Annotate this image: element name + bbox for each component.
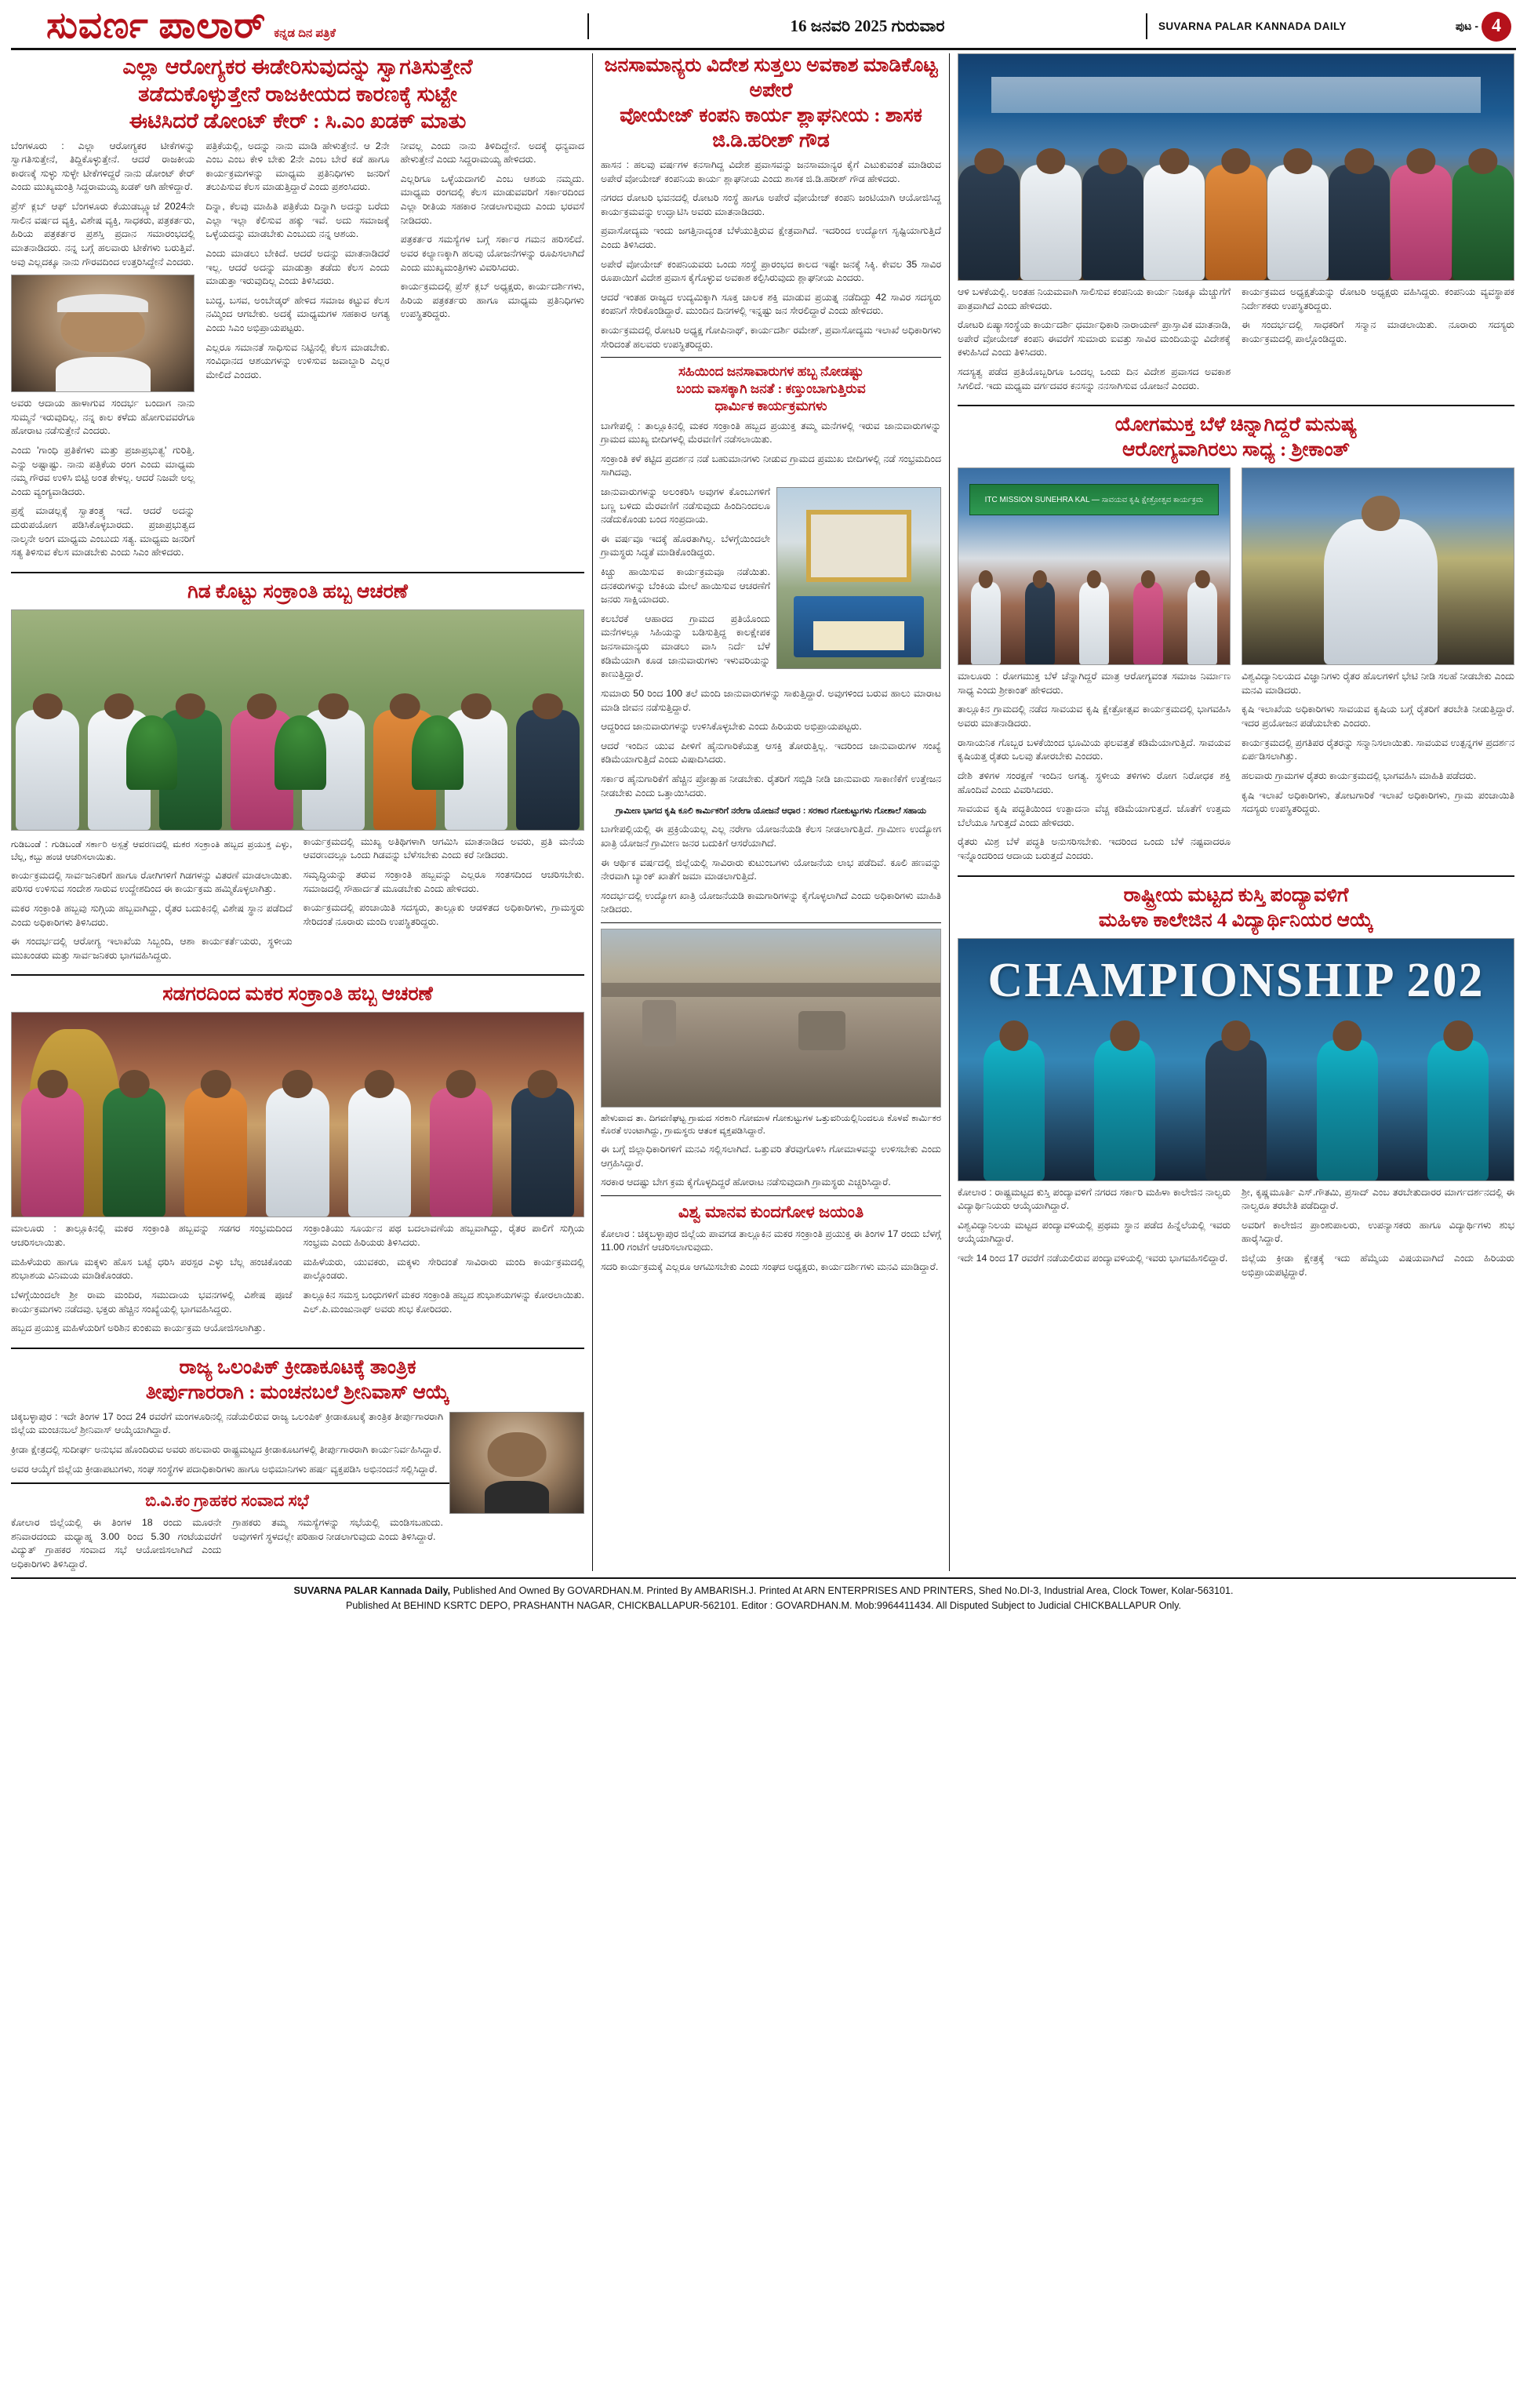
person [1020, 165, 1082, 280]
paragraph: ಎಂದು 'ಗಾಂಧಿ ಪ್ರತಿಕೆಗಳು ಮತ್ತು ಪ್ರಜಾಪ್ರಭುತ್ವ' ಗುರಿತ್ತಿ. ಎನ್ನು ಅಷ್ಟಾಷ್ಟು. ನಾನು ಪತ್ರಿಕೆಯ ರಂಗ ಎಂದು ಮಾಧ್ಯಮ ನಮ್ಮ ಗೌರವ ಉಳಿಸಿ ಬಿಟ್ಟಿ ಅಂತ ಕೇಳಲ್ಲ. ಆದರೆ ನಿಜವೇ ಅಲ್ಲ ಎಂದು ವ್ಯಂಗ್ಯವಾಡಿದರು. [11, 444, 195, 497]
village-gate-photo [776, 487, 941, 669]
divider [958, 875, 1514, 877]
photo-people [958, 149, 1514, 280]
lead-col-3 [401, 140, 584, 566]
paragraph: ಕಾರ್ಯಕ್ರಮದಲ್ಲಿ ಪ್ರೆಸ್ ಕ್ಲಬ್ ಅಧ್ಯಕ್ಷರು, ಕಾರ್ಯದರ್ಶಿಗಳು, ಹಿರಿಯ ಪತ್ರಕರ್ತರು ಹಾಗೂ ಮಾಧ್ಯಮ ಪ್ರತಿನಿಧಿಗಳು ಉಪಸ್ಥಿತರಿದ್ದರು. [400, 281, 584, 320]
divider [11, 1348, 584, 1349]
paragraph: ಕಾರ್ಯಕ್ರಮದ ಅಧ್ಯಕ್ಷತೆಯನ್ನು ರೋಟರಿ ಅಧ್ಯಕ್ಷರು ವಹಿಸಿದ್ದರು. ಕಂಪನಿಯ ವ್ಯವಸ್ಥಾಪಕ ನಿರ್ದೇಶಕರು ಉಪಸ್ಥಿತರಿದ್ದರು. [1242, 286, 1514, 311]
voyage-col-b [1242, 286, 1514, 398]
paragraph: ಕಲಬೆರಕೆ ಆಹಾರದ ಗ್ರಾಮದ ಪ್ರತಿಯೊಂದು ಮನೆಗಳಲ್ಲೂ ಸಿಹಿಯನ್ನು ಬಡಿಸುತ್ತಿದ್ದ ಕಾಲಕ್ಷೇಪಕ ಜನಸಾಮಾನ್ಯರು ಮಾಡಲು ವಾಸಿ ನಿರ್ದೆ ಬೆಳೆ ಕಡಿಮೆಯಾಗಿ ಕೂಡ ಜಾನುವಾರುಗಳು ಇಳುವರಿಯನ್ನು ಕಾಣುತ್ತಿದ್ದಾರೆ. [601, 613, 770, 680]
person [348, 1088, 411, 1217]
paragraph: ಪ್ರವಾಸೋದ್ಯಮ ಇಂದು ಜಗತ್ತಿನಾದ್ಯಂತ ಬೆಳೆಯುತ್ತಿರುವ ಕ್ಷೇತ್ರವಾಗಿದೆ. ಇದರಿಂದ ಉದ್ಯೋಗ ಸೃಷ್ಟಿಯಾಗುತ್ತಿದೆ ಎಂದು ತಿಳಿಸಿದರು. [601, 225, 941, 251]
person [1329, 165, 1390, 280]
plant-story-headline: ಗಿಡ ಕೊಟ್ಟು ಸಂಕ್ರಾಂತಿ ಹಬ್ಬ ಆಚರಣೆ [187, 580, 408, 602]
newspaper-tagline: ಕನ್ನಡ ದಿನ ಪತ್ರಿಕೆ [274, 26, 336, 40]
paragraph: ಜಾನುವಾರುಗಳನ್ನು ಅಲಂಕರಿಸಿ ಅವುಗಳ ಕೊಂಬುಗಳಿಗೆ ಬಣ್ಣ ಬಳಿದು ಮೆರವಣಿಗೆ ನಡೆಸುವುದು ಹಿಂದಿನಿಂದಲೂ ನಡೆದುಕೊಂಡು ಬಂದ ಸಂಪ್ರದಾಯ. [601, 486, 770, 526]
photo-caption: ಹೇಳುವಾದ ತಾ. ದಿಗವಣಿಘಟ್ಟ ಗ್ರಾಮದ ಸರಕಾರಿ ಗೋಮಾಳ ಗೋಕುಟ್ಟುಗಳ ಒತ್ತುವರಿಯಲ್ಲಿನಿಂದಲೂ ಕೊಳವೆ ಕಾರ್ಮಿಕರ ಕೊರತೆ ಉಂಟಾಗಿದ್ದು, ಗ್ರಾಮಸ್ಥರು ಆತಂಕ ವ್ಯಕ್ತಪಡಿಸಿದ್ದಾರೆ. [601, 1113, 941, 1136]
kusti-col-1 [958, 1186, 1231, 1286]
paragraph: ಅಪೇರೆ ವೋಯೇಜ್ ಕಂಪನಿಯವರು ಒಂದು ಸಂಸ್ಥೆ ಪ್ರಾರಂಭದ ಕಾಲದ ಇಷ್ಟೇ ಜನಕ್ಕೆ ಸಿಕ್ಕಿ. ಕೇವಲ 35 ಸಾವಿರ ರೂಪಾಯಿಗೆ ವಿದೇಶ ಪ್ರವಾಸ ಕೈಗೊಳ್ಳುವ ಅವಕಾಶ ಕಲ್ಪಿಸಿರುವುದು ಶ್ಲಾಘನೀಯ ಎಂದರು. [601, 258, 941, 284]
paragraph: ಚಿಕ್ಕಬಳ್ಳಾಪುರ : ಇದೇ ತಿಂಗಳ 17 ರಿಂದ 24 ರವರೆಗೆ ಮಂಗಳೂರಿನಲ್ಲಿ ನಡೆಯಲಿರುವ ರಾಜ್ಯ ಒಲಂಪಿಕ್ ಕ್ರೀಡಾಕೂಟಕ್ಕೆ ತಾಂತ್ರಿಕ ತೀರ್ಪುಗಾರರಾಗಿ ಜಿಲ್ಲೆಯ ಮಂಚನಬಲೆ ಶ್ರೀನಿವಾಸ್ ಆಯ್ಕೆಯಾಗಿದ್ದಾರೆ. [11, 1410, 443, 1436]
paragraph: ಬೆಂಗಳೂರು : ಎಲ್ಲಾ ಆರೋಗ್ಯಕರ ಟೀಕೆಗಳನ್ನು ಸ್ವಾಗತಿಸುತ್ತೇನೆ, ತಿದ್ದಿಕೊಳ್ಳುತ್ತೇನೆ. ಆದರೆ ರಾಜಕೀಯ ಕಾರಣಕ್ಕೆ ಸುಳ್ಳು ಸುಳ್ಳೇ ಟೀಕೆಗಳಿದ್ದರೆ ನಾನು ಡೋಂಟ್ ಕೇರ್ ಎಂದು ಮುಖ್ಯಮಂತ್ರಿ ಸಿದ್ದರಾಮಯ್ಯ ಖಡಕ್ ಆಗಿ ಹೇಳಿದ್ದಾರೆ. [11, 140, 195, 193]
plant-story-body [11, 835, 584, 969]
bvm-headline: ಬಿ.ವಿ.ಕಂ ಗ್ರಾಹಕರ ಸಂವಾದ ಸಭೆ [145, 1491, 309, 1511]
paragraph: ಸರ್ಕಾರ ಹೈನುಗಾರಿಕೆಗೆ ಹೆಚ್ಚಿನ ಪ್ರೋತ್ಸಾಹ ನೀಡಬೇಕು. ರೈತರಿಗೆ ಸಬ್ಸಿಡಿ ನೀಡಿ ಜಾನುವಾರು ಸಾಕಾಣಿಕೆಗೆ ಉತ್ತೇಜನ ನೀಡಬೇಕು ಎಂದು ಒತ್ತಾಯಿಸಿದರು. [601, 773, 941, 798]
divider [11, 974, 584, 976]
paragraph: ಕಾರ್ಯಕ್ರಮದಲ್ಲಿ ರೋಟರಿ ಅಧ್ಯಕ್ಷ ಗೋಪಿನಾಥ್, ಕಾರ್ಯದರ್ಶಿ ರಮೇಶ್, ಪ್ರವಾಸೋದ್ಯಮ ಇಲಾಖೆ ಅಧಿಕಾರಿಗಳು ಸೇರಿದಂತೆ ಹಲವರು ಉಪಸ್ಥಿತರಿದ್ದರು. [601, 325, 941, 350]
paragraph: ಮಹಿಳೆಯರು, ಯುವಕರು, ಮಕ್ಕಳು ಸೇರಿದಂತೆ ಸಾವಿರಾರು ಮಂದಿ ಕಾರ್ಯಕ್ರಮದಲ್ಲಿ ಪಾಲ್ಗೊಂಡರು. [303, 1256, 584, 1282]
photo-content [450, 1413, 584, 1513]
plant-distribution-photo [11, 609, 584, 831]
person [511, 1088, 574, 1217]
story-organic-farming [958, 413, 1514, 868]
person [16, 710, 78, 830]
organic-speaker-photo [1242, 467, 1514, 665]
paragraph: ಗ್ರಾಹಕರು ತಮ್ಮ ಸಮಸ್ಯೆಗಳನ್ನು ಸಭೆಯಲ್ಲಿ ಮಂಡಿಸಬಹುದು. ಅವುಗಳಿಗೆ ಸ್ಥಳದಲ್ಲೇ ಪರಿಹಾರ ನೀಡಲಾಗುವುದು ಎಂದು ತಿಳಿಸಿದ್ದಾರೆ. [232, 1517, 443, 1542]
cattle-headline-line3: ಧಾರ್ಮಿಕ ಕಾರ್ಯಕ್ರಮಗಳು [714, 398, 827, 413]
paragraph: ಆಳಿ ಬಳಕೆಯಲ್ಲಿ. ಅಂತಹ ನಿಯಮವಾಗಿ ಸಾಲಿಸುವ ಕಂಪನಿಯ ಕಾರ್ಯ ನಿಜಕ್ಕೂ ಮೆಚ್ಚುಗೆಗೆ ಪಾತ್ರವಾಗಿದೆ ಎಂದು ಹೇಳಿದರು. [958, 286, 1231, 311]
masthead-brand [11, 5, 587, 46]
lead-col-1 [11, 140, 195, 566]
person [1452, 165, 1514, 280]
lead-col-2 [205, 140, 389, 566]
paragraph: ಹಾಸನ : ಹಲವು ವರ್ಷಗಳ ಕನಸಾಗಿದ್ದ ವಿದೇಶ ಪ್ರವಾಸವನ್ನು ಜನಸಾಮಾನ್ಯರ ಕೈಗೆ ಎಟುಕುವಂತೆ ಮಾಡಿರುವ ಅಪೇರೆ ವೋಯೇಜ್ ಕಂಪನಿಯ ಕಾರ್ಯ ಶ್ಲಾಘನೀಯ ಎಂದು ಶಾಸಕ ಜಿ.ಡಿ.ಹರೀಶ್ ಗೌಡ ಹೇಳಿದರು. [601, 159, 941, 184]
divider [11, 572, 584, 573]
paragraph: ಅವರು ಆದಾಯ ಹಾಳಾಗುವ ಸಂದರ್ಭ ಬಂದಾಗ ನಾನು ಸುಮ್ಮನೆ ಇರುವುದಿಲ್ಲ. ನನ್ನ ಕಾಲ ಕಳೆದು ಹೋಗುವವರೆಗೂ ಹೋರಾಟ ನಡೆಸುತ್ತೇನೆ ಎಂದರು. [11, 398, 195, 437]
gomala-field-photo [601, 929, 941, 1108]
makara-celebration-photo [11, 1012, 584, 1217]
paragraph: ಈ ವರ್ಷವೂ ಇದಕ್ಕೆ ಹೊರತಾಗಿಲ್ಲ. ಬೆಳಗ್ಗೆಯಿಂದಲೇ ಗ್ರಾಮಸ್ಥರು ಸಿದ್ಧತೆ ಮಾಡಿಕೊಂಡಿದ್ದರು. [601, 533, 770, 558]
paragraph: ಶ್ರೀ, ಕೃಷ್ಣಮೂರ್ತಿ ಎಸ್.ಗೌತಮಿ, ಪ್ರಸಾದ್ ಎಂಬ ತರಬೇತುದಾರರ ಮಾರ್ಗದರ್ಶನದಲ್ಲಿ ಈ ನಾಲ್ವರೂ ತರಬೇತಿ ಪಡೆದಿದ್ದಾರೆ. [1242, 1186, 1514, 1212]
divider [601, 922, 941, 923]
story-vishwa-manava [601, 1202, 941, 1275]
story-wrestling-selection [958, 883, 1514, 1286]
paragraph: ರೈತರು ಮಿಶ್ರ ಬೆಳೆ ಪದ್ಧತಿ ಅನುಸರಿಸಬೇಕು. ಇದರಿಂದ ಒಂದು ಬೆಳೆ ನಷ್ಟವಾದರೂ ಇನ್ನೊಂದರಿಂದ ಆದಾಯ ಬರುತ್ತದೆ ಎಂದರು. [958, 836, 1231, 861]
paragraph: ಸಂಕ್ರಾಂತಿ ಕಳೆ ಕಟ್ಟಿದ ಪ್ರದರ್ಶನ ನಡೆ ಬಹುಮಾನಗಳು ನೀಡುವ ಗ್ರಾಮದ ಪ್ರಮುಖ ಬೀದಿಗಳಲ್ಲಿ ನಡೆ ಸಂಭ್ರಮದಿಂದ ಸಾಗಿದವು. [601, 453, 941, 478]
cattle-headline-line1: ಸಹಿಯಿಂದ ಜನಸಾವಾರುಗಳ ಹಬ್ಬ ನೋಡಷ್ಟು [678, 364, 863, 380]
organic-dais-photo [958, 467, 1231, 665]
story-plant-distribution [11, 580, 584, 969]
photo-content [777, 488, 940, 668]
paragraph: ದೇಶಿ ತಳಿಗಳ ಸಂರಕ್ಷಣೆ ಇಂದಿನ ಅಗತ್ಯ. ಸ್ಥಳೀಯ ತಳಿಗಳು ರೋಗ ನಿರೋಧಕ ಶಕ್ತಿ ಹೊಂದಿವೆ ಎಂದು ವಿವರಿಸಿದರು. [958, 769, 1231, 795]
person [1079, 582, 1109, 665]
paragraph: ಕಿಚ್ಚು ಹಾಯಿಸುವ ಕಾರ್ಯಕ್ರಮವೂ ನಡೆಯಿತು. ದನಕರುಗಳನ್ನು ಬೆಂಕಿಯ ಮೇಲೆ ಹಾಯಿಸುವ ಆಚರಣೆಗೆ ಜನರು ಸಾಕ್ಷಿಯಾದರು. [601, 566, 770, 606]
photo-content [602, 929, 940, 1107]
paragraph: ರಾಸಾಯನಿಕ ಗೊಬ್ಬರ ಬಳಕೆಯಿಂದ ಭೂಮಿಯ ಫಲವತ್ತತೆ ಕಡಿಮೆಯಾಗುತ್ತಿದೆ. ಸಾವಯವ ಕೃಷಿಯತ್ತ ರೈತರು ಒಲವು ತೋರಬೇಕು ಎಂದರು. [958, 737, 1231, 762]
organic-photo-group [958, 467, 1514, 665]
story-gomala-encroachment [601, 929, 941, 1190]
photo-content [12, 1013, 584, 1217]
kusti-headline-line1: ರಾಷ್ಟ್ರೀಯ ಮಟ್ಟದ ಕುಸ್ತಿ ಪಂದ್ಯಾವಳಿಗೆ [1123, 884, 1349, 906]
vishwa-headline: ವಿಶ್ವ ಮಾನವ ಕುಂದಗೋಳ ಜಯಂತಿ [678, 1202, 864, 1221]
paragraph: ಕೋಲಾರ : ರಾಷ್ಟ್ರಮಟ್ಟದ ಕುಸ್ತಿ ಪಂದ್ಯಾವಳಿಗೆ ನಗರದ ಸರ್ಕಾರಿ ಮಹಿಳಾ ಕಾಲೇಜಿನ ನಾಲ್ವರು ವಿದ್ಯಾರ್ಥಿನಿಯರು ಆಯ್ಕೆಯಾಗಿದ್ದಾರೆ. [958, 1186, 1231, 1212]
photo-people [12, 1070, 584, 1217]
plant-icon [412, 715, 464, 790]
paragraph: ಸಂಕ್ರಾಂತಿಯು ಸೂರ್ಯನ ಪಥ ಬದಲಾವಣೆಯ ಹಬ್ಬವಾಗಿದ್ದು, ರೈತರ ಪಾಲಿಗೆ ಸುಗ್ಗಿಯ ಸಂಭ್ರಮ ಎಂದು ಹಿರಿಯರು ತಿಳಿಸಿದರು. [303, 1223, 584, 1249]
paragraph: ಆದರೆ ಇಂದಿನ ಯುವ ಪೀಳಿಗೆ ಹೈನುಗಾರಿಕೆಯತ್ತ ಆಸಕ್ತಿ ತೋರುತ್ತಿಲ್ಲ. ಇದರಿಂದ ಜಾನುವಾರುಗಳ ಸಂಖ್ಯೆ ಕಡಿಮೆಯಾಗುತ್ತಿದೆ ಎಂದು ವಿಷಾದಿಸಿದರು. [601, 740, 941, 766]
kusti-col-2 [1242, 1186, 1514, 1286]
paragraph: ಈ ಸಂದರ್ಭದಲ್ಲಿ ಆರೋಗ್ಯ ಇಲಾಖೆಯ ಸಿಬ್ಬಂದಿ, ಆಶಾ ಕಾರ್ಯಕರ್ತೆಯರು, ಸ್ಥಳೀಯ ಮುಖಂಡರು ಮತ್ತು ಸಾರ್ವಜನಿಕರು ಭಾಗವಹಿಸಿದ್ದರು. [11, 936, 293, 961]
paragraph: ದಿನ್ನಾ, ಕೆಲವು ಮಾಹಿತಿ ಪತ್ರಿಕೆಯ ದಿನ್ನಾಗಿ ಅದನ್ನು ಬರೆದು ಎಲ್ಲಾ ಇಲ್ಲಾ ಕೆಲಿಸುವ ಹಕ್ಕು ಇವೆ. ಅದು ಸಮಾಜಕ್ಕೆ ಒಳ್ಳೆಯದನ್ನು ಮಾಡಬೇಕು ಎಂಬುದು ನನ್ನ ಆಶಯ. [205, 201, 390, 240]
paragraph: ಸುಮಾರು 50 ರಿಂದ 100 ತಲೆ ಮಂದಿ ಜಾನುವಾರುಗಳನ್ನು ಸಾಕುತ್ತಿದ್ದಾರೆ. ಅವುಗಳಿಂದ ಬರುವ ಹಾಲು ಮಾರಾಟ ಮಾಡಿ ಜೀವನ ನಡೆಸುತ್ತಿದ್ದಾರೆ. [601, 687, 941, 713]
plant-col-1 [11, 835, 293, 969]
paragraph: ತಾಲ್ಲೂಕಿನ ಸಮಸ್ತ ಬಂಧುಗಳಿಗೆ ಮಕರ ಸಂಕ್ರಾಂತಿ ಹಬ್ಬದ ಶುಭಾಶಯಗಳನ್ನು ಕೋರಲಾಯಿತು. ಎಲ್.ಪಿ.ಮಂಜುನಾಥ್ ಅವರು ಶುಭ ಕೋರಿದರು. [303, 1289, 584, 1315]
page-footer [11, 1577, 1516, 1613]
voyage-photo-block [958, 53, 1514, 398]
paragraph: ಪತ್ರಕರ್ತರ ಸಮಸ್ಯೆಗಳ ಬಗ್ಗೆ ಸರ್ಕಾರ ಗಮನ ಹರಿಸಲಿದೆ. ಅವರ ಕಲ್ಯಾಣಕ್ಕಾಗಿ ಹಲವು ಯೋಜನೆಗಳನ್ನು ರೂಪಿಸಲಾಗಿದೆ ಎಂದು ಮುಖ್ಯಮಂತ್ರಿಗಳು ವಿವರಿಸಿದರು. [400, 234, 584, 273]
story-voyage [601, 53, 941, 351]
paragraph: ಆದರೆ ಇಂತಹ ರಾಜ್ಯದ ಉದ್ಯಮಿಕ್ಕಾಗಿ ಸೂಕ್ತ ಚಾಲಕ ಶಕ್ತಿ ಮಾಡುವ ಪ್ರಯತ್ನ ನಡೆದಿದ್ದು 42 ಸಾವಿರ ಸದಸ್ಯರು ಕಂಪನಿಗೆ ಸೇರಿಕೊಂಡಿದ್ದಾರೆ. ಮುಂದಿನ ದಿನಗಳಲ್ಲಿ ಇನ್ನಷ್ಟು ಜನ ಸೇರಲಿದ್ದಾರೆ ಎಂದು ಹೇಳಿದರು. [601, 291, 941, 317]
paragraph: ಈ ಆರ್ಥಿಕ ವರ್ಷದಲ್ಲಿ ಜಿಲ್ಲೆಯಲ್ಲಿ ಸಾವಿರಾರು ಕುಟುಂಬಗಳು ಯೋಜನೆಯ ಲಾಭ ಪಡೆದಿವೆ. ಕೂಲಿ ಹಣವನ್ನು ನೇರವಾಗಿ ಬ್ಯಾಂಕ್ ಖಾತೆಗೆ ಜಮಾ ಮಾಡಲಾಗುತ್ತಿದೆ. [601, 857, 941, 882]
person [184, 1088, 247, 1217]
voyage-continuation [958, 286, 1514, 398]
paragraph: ಎಲ್ಲರೂ ಸಮಾನತೆ ಸಾಧಿಸುವ ನಿಟ್ಟಿನಲ್ಲಿ ಕೆಲಸ ಮಾಡಬೇಕು. ಸಂವಿಧಾನದ ಆಶಯಗಳನ್ನು ಉಳಿಸುವ ಜವಾಬ್ದಾರಿ ಎಲ್ಲರ ಮೇಲಿದೆ ಎಂದರು. [205, 341, 390, 380]
photo-caption: ಗುಡಿಬಂಡೆ : ಗುಡಿಬಂಡೆ ಸರ್ಕಾರಿ ಅಸ್ಪತ್ರೆ ಆವರಣದಲ್ಲಿ ಮಕರ ಸಂಕ್ರಾಂತಿ ಹಬ್ಬದ ಪ್ರಯುಕ್ತ ಎಳ್ಳು, ಬೆಲ್ಲ, ಕಬ್ಬು ಹಂಚಿ ಆಚರಿಸಲಾಯಿತು. [11, 838, 293, 862]
paragraph: ಪ್ರೆಸ್ ಕ್ಲಬ್ ಆಫ್ ಬೆಂಗಳೂರು ಕೆಯುಡಬ್ಲ್ಯೂಜೆ 2024ನೇ ಸಾಲಿನ ವರ್ಷದ ವ್ಯಕ್ತಿ, ವಿಶೇಷ ವ್ಯಕ್ತಿ, ಸಾಧಕರು, ಪತ್ರಕರ್ತರು, ಹಿರಿಯ ಪತ್ರಕರ್ತರ ಪ್ರಶಸ್ತಿ ಪ್ರದಾನ ಸಮಾರಂಭದಲ್ಲಿ ಮಾತನಾಡಿದರು. ನನ್ನ ಬಗ್ಗೆ ಹಲವಾರು ಟೀಕೆಗಳು ಬರುತ್ತಿವೆ. ಅವು ಎಲ್ಲದಕ್ಕೂ ನಾನು ಗೌರವದಿಂದ ಉತ್ತರಿಸಿದ್ದೇನೆ ಎಂದರು. [11, 201, 195, 267]
cm-portrait-photo [11, 275, 195, 392]
photo-content [958, 54, 1514, 280]
column-left [11, 53, 593, 1571]
speaker-figure [1324, 519, 1438, 664]
voyage-headline-line1: ಜನಸಾಮಾನ್ಯರು ವಿದೇಶ ಸುತ್ತಲು ಅವಕಾಶ ಮಾಡಿಕೊಟ್ಟ ಅಪೇರೆ [604, 55, 938, 101]
paragraph: ನೀವಲ್ಲ ಎಂದು ನಾನು ತಿಳಿದಿದ್ದೇನೆ. ಅದಕ್ಕೆ ಧನ್ಯವಾದ ಹೇಳುತ್ತೇನೆ ಎಂದು ಸಿದ್ದರಾಮಯ್ಯ ಹೇಳಿದರು. [400, 140, 584, 166]
paragraph: ಬಾಗೇಪಲ್ಲಿ : ತಾಲ್ಲೂಕಿನಲ್ಲಿ ಮಕರ ಸಂಕ್ರಾಂತಿ ಹಬ್ಬದ ಪ್ರಯುಕ್ತ ತಮ್ಮ ಮನೆಗಳಲ್ಲಿ ಇರುವ ಜಾನುವಾರುಗಳನ್ನು ಗ್ರಾಮದ ಮುಖ್ಯ ಬೀದಿಗಳಲ್ಲಿ ಮೆರವಣಿಗೆ ನಡೆಸಲಾಯಿತು. [601, 420, 941, 446]
newspaper-title: ಸುವರ್ಣ ಪಾಲಾರ್ [46, 5, 267, 46]
paragraph: ಜಿಲ್ಲೆಯ ಕ್ರೀಡಾ ಕ್ಷೇತ್ರಕ್ಕೆ ಇದು ಹೆಮ್ಮೆಯ ವಿಷಯವಾಗಿದೆ ಎಂದು ಹಿರಿಯರು ಅಭಿಪ್ರಾಯಪಟ್ಟಿದ್ದಾರೆ. [1242, 1253, 1514, 1278]
srinivas-portrait-photo [449, 1412, 584, 1514]
paragraph: ಇದೇ 14 ರಿಂದ 17 ರವರೆಗೆ ನಡೆಯಲಿರುವ ಪಂದ್ಯಾವಳಿಯಲ್ಲಿ ಇವರು ಭಾಗವಹಿಸಲಿದ್ದಾರೆ. [958, 1253, 1228, 1264]
paragraph: ತಾಲ್ಲೂಕಿನ ಗ್ರಾಮದಲ್ಲಿ ನಡೆದ ಸಾವಯವ ಕೃಷಿ ಕ್ಷೇತ್ರೋತ್ಸವ ಕಾರ್ಯಕ್ರಮದಲ್ಲಿ ಭಾಗವಹಿಸಿ ಅವರು ಮಾತನಾಡಿದರು. [958, 704, 1231, 729]
story-olympic-judge [11, 1355, 584, 1476]
plant-col-2 [304, 835, 585, 969]
makara-col-1 [11, 1222, 293, 1340]
paragraph: ವಿಶ್ವವಿದ್ಯಾನಿಲಯ ಮಟ್ಟದ ಪಂದ್ಯಾವಳಿಯಲ್ಲಿ ಪ್ರಥಮ ಸ್ಥಾನ ಪಡೆದ ಹಿನ್ನೆಲೆಯಲ್ಲಿ ಇವರು ಆಯ್ಕೆಯಾಗಿದ್ದಾರೆ. [958, 1219, 1231, 1245]
paragraph: ಕಾರ್ಯಕ್ರಮದಲ್ಲಿ ಸಾರ್ವಜನಿಕರಿಗೆ ಹಾಗೂ ರೋಗಿಗಳಿಗೆ ಗಿಡಗಳನ್ನು ವಿತರಣೆ ಮಾಡಲಾಯಿತು. ಪರಿಸರ ಉಳಿಸುವ ಸಂದೇಶ ಸಾರುವ ಉದ್ದೇಶದಿಂದ ಈ ಕಾರ್ಯಕ್ರಮ ಹಮ್ಮಿಕೊಳ್ಳಲಾಗಿತ್ತು. [11, 869, 293, 895]
masthead-date-block [587, 13, 1147, 39]
person [1427, 1040, 1489, 1180]
kusti-body [958, 1186, 1514, 1286]
person [103, 1088, 165, 1217]
person [516, 710, 579, 830]
championship-banner-text: CHAMPIONSHIP 202 [987, 954, 1485, 1008]
divider [601, 1195, 941, 1196]
paragraph: ಸಾವಯವ ಕೃಷಿ ಪದ್ಧತಿಯಿಂದ ಉತ್ಪಾದನಾ ವೆಚ್ಚ ಕಡಿಮೆಯಾಗುತ್ತದೆ. ಜೊತೆಗೆ ಉತ್ತಮ ಬೆಲೆಯೂ ಸಿಗುತ್ತದೆ ಎಂದು ಹೇಳಿದರು. [958, 803, 1231, 828]
voyage-col-a [958, 286, 1231, 398]
paragraph: ಕೃಷಿ ಇಲಾಖೆಯ ಅಧಿಕಾರಿಗಳು ಸಾವಯವ ಕೃಷಿಯ ಬಗ್ಗೆ ರೈತರಿಗೆ ತರಬೇತಿ ನೀಡುತ್ತಿದ್ದಾರೆ. ಇದರ ಪ್ರಯೋಜನ ಪಡೆಯಬೇಕು ಎಂದರು. [1242, 704, 1514, 729]
paragraph: ಈ ಬಗ್ಗೆ ಜಿಲ್ಲಾಧಿಕಾರಿಗಳಿಗೆ ಮನವಿ ಸಲ್ಲಿಸಲಾಗಿದೆ. ಒತ್ತುವರಿ ತೆರವುಗೊಳಿಸಿ ಗೋಮಾಳವನ್ನು ಉಳಿಸಬೇಕು ಎಂದು ಆಗ್ರಹಿಸಿದ್ದಾರೆ. [601, 1143, 941, 1169]
plant-icon [126, 715, 178, 790]
olympic-headline-line1: ರಾಜ್ಯ ಒಲಂಪಿಕ್ ಕ್ರೀಡಾಕೂಟಕ್ಕೆ ತಾಂತ್ರಿಕ [179, 1356, 416, 1378]
paragraph: ಪತ್ರಿಕೆಯಲ್ಲಿ, ಅದನ್ನು ನಾನು ಮಾಡಿ ಹೇಳುತ್ತೇನೆ. ಆ 2ನೇ ಎಂಬ ಎಂಬ ಕೇಳಿ ಬೇಕು 2ನೇ ಎಂಬ ಬೇರೆ ಕಡೆ ಹಾಗೂ ಕಾರ್ಯಕ್ರಮಗಳನ್ನು ಮಾಧ್ಯಮ ಪ್ರತಿನಿಧಿಗಳು ಜನರಿಗೆ ತಲುಪಿಸುವ ಕೆಲಸ ಮಾಡುತ್ತಿದ್ದಾರೆ ಎಂದು ಪ್ರಶಂಸಿದರು. [205, 140, 390, 193]
photo-content [12, 275, 194, 391]
masthead [11, 5, 1516, 50]
person [21, 1088, 84, 1217]
paragraph: ಬಾಗೇಪಲ್ಲಿಯಲ್ಲಿ ಈ ಪ್ರಕ್ರಿಯೆಯಲ್ಲ ಎಲ್ಲ ನರೇಗಾ ಯೋಜನೆಯಡಿ ಕೆಲಸ ನೀಡಲಾಗುತ್ತಿದೆ. ಗ್ರಾಮೀಣ ಉದ್ಯೋಗ ಖಾತ್ರಿ ಯೋಜನೆ ಗ್ರಾಮೀಣ ಜನರ ಬದುಕಿಗೆ ಆಸರೆಯಾಗಿದೆ. [601, 824, 941, 849]
footer-line-1 [11, 1584, 1516, 1599]
kusti-headline-line2: ಮಹಿಳಾ ಕಾಲೇಜಿನ 4 ವಿದ್ಯಾರ್ಥಿನಿಯರ ಆಯ್ಕೆ [1098, 909, 1374, 931]
paragraph: ಕೃಷಿ ಇಲಾಖೆ ಅಧಿಕಾರಿಗಳು, ತೋಟಗಾರಿಕೆ ಇಲಾಖೆ ಅಧಿಕಾರಿಗಳು, ಗ್ರಾಮ ಪಂಚಾಯಿತಿ ಸದಸ್ಯರು ಉಪಸ್ಥಿತರಿದ್ದರು. [1242, 789, 1514, 815]
photo-content [958, 939, 1514, 1180]
divider [601, 357, 941, 358]
person [1205, 1040, 1267, 1180]
organic-col-1 [958, 670, 1231, 868]
column-right [950, 53, 1514, 1571]
paragraph: ಸಂದರ್ಭದಲ್ಲಿ ಉದ್ಯೋಗ ಖಾತ್ರಿ ಯೋಜನೆಯಡಿ ಕಾಮಗಾರಿಗಳನ್ನು ಕೈಗೊಳ್ಳಲಾಗಿದೆ ಎಂದು ಅಧಿಕಾರಿಗಳು ಮಾಹಿತಿ ನೀಡಿದರು. [601, 889, 941, 915]
paragraph: ಸರಕಾರ ಆದಷ್ಟು ಬೇಗ ಕ್ರಮ ಕೈಗೊಳ್ಳದಿದ್ದರೆ ಹೋರಾಟ ನಡೆಸುವುದಾಗಿ ಗ್ರಾಮಸ್ಥರು ಎಚ್ಚರಿಸಿದ್ದಾರೆ. [601, 1177, 891, 1188]
person [1025, 582, 1055, 665]
person [430, 1088, 493, 1217]
lead-headline-line2: ತಡೆದುಕೊಳ್ಳುತ್ತೇನೆ ರಾಜಕೀಯದ ಕಾರಣಕ್ಕೆ ಸುಟ್ಟೇ [138, 82, 457, 106]
paragraph: ಬುದ್ಧ, ಬಸವ, ಅಂಬೇಡ್ಕರ್ ಹೇಳಿದ ಸಮಾಜ ಕಟ್ಟುವ ಕೆಲಸ ನಮ್ಮಿಂದ ಆಗಬೇಕು. ಅದಕ್ಕೆ ಮಾಧ್ಯಮಗಳ ಸಹಕಾರ ಅಗತ್ಯ ಎಂದು ಸಿಎಂ ಅಭಿಪ್ರಾಯಪಟ್ಟರು. [205, 294, 390, 333]
person [1082, 165, 1143, 280]
nrega-caption: ಗ್ರಾಮೀಣ ಭಾಗದ ಕೃಷಿ ಕೂಲಿ ಕಾರ್ಮಿಕರಿಗೆ ನರೇಗಾ ಯೋಜನೆ ಆಧಾರ : ಸರಕಾರ ಗೋಕುಟ್ಟುಗಳು ಗೋಶಾಲೆ ಸಹಾಯ [615, 806, 926, 817]
olympic-headline-line2: ತೀರ್ಪುಗಾರರಾಗಿ : ಮಂಚನಬಲೆ ಶ್ರೀನಿವಾಸ್ ಆಯ್ಕೆ [145, 1381, 450, 1403]
paragraph: ಮಾಲೂರು : ತಾಲ್ಲೂಕಿನಲ್ಲಿ ಮಕರ ಸಂಕ್ರಾಂತಿ ಹಬ್ಬವನ್ನು ಸಡಗರ ಸಂಭ್ರಮದಿಂದ ಆಚರಿಸಲಾಯಿತು. [11, 1223, 293, 1249]
paragraph: ಸದರಿ ಕಾರ್ಯಕ್ರಮಕ್ಕೆ ಎಲ್ಲರೂ ಆಗಮಿಸಬೇಕು ಎಂದು ಸಂಘದ ಅಧ್ಯಕ್ಷರು, ಕಾರ್ಯದರ್ಶಿಗಳು ಮನವಿ ಮಾಡಿದ್ದಾರೆ. [601, 1260, 939, 1272]
page-columns [11, 53, 1516, 1571]
person [983, 1040, 1045, 1180]
paragraph: ಸದಸ್ಯತ್ವ ಪಡೆದ ಪ್ರತಿಯೊಬ್ಬರಿಗೂ ಒಂದಲ್ಲ ಒಂದು ದಿನ ವಿದೇಶ ಪ್ರವಾಸದ ಅವಕಾಶ ಸಿಗಲಿದೆ. ಇದು ಮಧ್ಯಮ ವರ್ಗದವರ ಕನಸನ್ನು ನನಸಾಗಿಸುವ ಯೋಜನೆ ಎಂದರು. [958, 366, 1231, 391]
person [1317, 1040, 1378, 1180]
paragraph: ಕಾರ್ಯಕ್ರಮದಲ್ಲಿ ಮುಖ್ಯ ಅತಿಥಿಗಳಾಗಿ ಆಗಮಿಸಿ ಮಾತನಾಡಿದ ಅವರು, ಪ್ರತಿ ಮನೆಯ ಆವರಣದಲ್ಲೂ ಒಂದು ಗಿಡವನ್ನು ಬೆಳೆಸಬೇಕು ಎಂದು ಕರೆ ನೀಡಿದರು. [303, 835, 584, 861]
newspaper-english-name: SUVARNA PALAR KANNADA DAILY [1158, 20, 1347, 32]
publication-date: 16 ಜನವರಿ 2025 ಗುರುವಾರ [790, 16, 945, 35]
paragraph: ಸಮೃದ್ಧಿಯನ್ನು ತರುವ ಸಂಕ್ರಾಂತಿ ಹಬ್ಬವನ್ನು ಎಲ್ಲರೂ ಸಂತಸದಿಂದ ಆಚರಿಸಬೇಕು. ಸಮಾಜದಲ್ಲಿ ಸೌಹಾರ್ದತೆ ಮೂಡಬೇಕು ಎಂದು ಹೇಳಿದರು. [303, 869, 584, 894]
page-label: ಪುಟ - [1455, 20, 1478, 32]
paragraph: ಕಾರ್ಯಕ್ರಮದಲ್ಲಿ ಪಂಚಾಯಿತಿ ಸದಸ್ಯರು, ತಾಲ್ಲೂಕು ಆಡಳಿತದ ಅಧಿಕಾರಿಗಳು, ಗ್ರಾಮಸ್ಥರು ಸೇರಿದಂತೆ ನೂರಾರು ಮಂದಿ ಉಪಸ್ಥಿತರಿದ್ದರು. [303, 902, 584, 927]
paragraph: ಹಬ್ಬದ ಪ್ರಯುಕ್ತ ಮಹಿಳೆಯರಿಗೆ ಅರಿಶಿನ ಕುಂಕುಮ ಕಾರ್ಯಕ್ರಮ ಆಯೋಜಿಸಲಾಗಿತ್ತು. [11, 1322, 266, 1334]
person [1267, 165, 1329, 280]
page-number: 4 [1482, 12, 1511, 42]
person [266, 1088, 329, 1217]
paragraph: ರೋಟರಿ ಏಷ್ಯಾಸಂಸ್ಥೆಯ ಕಾರ್ಯದರ್ಶಿ ಧರ್ಮಾಧಿಕಾರಿ ನಾರಾಯಣ್ ಪ್ರಾಸ್ತಾವಿಕ ಮಾತನಾಡಿ, ಅಪೇರೆ ವೋಯೇಜ್ ಕಂಪನಿ ಈವರೆಗೆ ಸುಮಾರು ಐವತ್ತು ಸಾವಿರ ಮಂದಿಯನ್ನು ವಿದೇಶಕ್ಕೆ ಕಳುಹಿಸಿದೆ ಎಂದು ತಿಳಿಸಿದರು. [958, 319, 1231, 358]
paragraph: ಎಂದು ಮಾಡಲು ಬೇಕಿದೆ. ಆದರೆ ಅದನ್ನು ಮಾತನಾಡಿದರೆ ಇಲ್ಲ. ಆದರೆ ಅದನ್ನು ಮಾಡುತ್ತಾ ತಡೆದು ಕೆಲಸ ಎಂದು ಮಾಡುತ್ತಾ ಇರುವುದಿಲ್ಲ ಎಂದು ತಿಳಿಸಿದರು. [205, 247, 390, 287]
paragraph: ಈ ಸಂದರ್ಭದಲ್ಲಿ ಸಾಧಕರಿಗೆ ಸನ್ಮಾನ ಮಾಡಲಾಯಿತು. ನೂರಾರು ಸದಸ್ಯರು ಕಾರ್ಯಕ್ರಮದಲ್ಲಿ ಪಾಲ್ಗೊಂಡಿದ್ದರು. [1242, 319, 1514, 344]
organic-body [958, 670, 1514, 868]
voyage-event-photo [958, 53, 1514, 281]
organic-col-2 [1242, 670, 1514, 868]
yoga-headline-line1: ಯೋಗಮುಕ್ತ ಬೆಳೆ ಚಿನ್ನಾಗಿದ್ದರೆ ಮನುಷ್ಯ [1114, 414, 1358, 436]
yoga-headline-line2: ಆರೋಗ್ಯವಾಗಿರಲು ಸಾಧ್ಯ : ಶ್ರೀಕಾಂತ್ [1122, 439, 1351, 461]
divider [958, 405, 1514, 406]
makara-story-headline: ಸಡಗರದಿಂದ ಮಕರ ಸಂಕ್ರಾಂತಿ ಹಬ್ಬ ಆಚರಣೆ [162, 984, 433, 1006]
person [1391, 165, 1452, 280]
column-middle [593, 53, 950, 1571]
paragraph: ಹಲವಾರು ಗ್ರಾಮಗಳ ರೈತರು ಕಾರ್ಯಕ್ರಮದಲ್ಲಿ ಭಾಗವಹಿಸಿ ಮಾಹಿತಿ ಪಡೆದರು. [1242, 769, 1477, 781]
paragraph: ಆದ್ದರಿಂದ ಜಾನುವಾರುಗಳನ್ನು ಉಳಿಸಿಕೊಳ್ಳಬೇಕು ಎಂದು ಹಿರಿಯರು ಅಭಿಪ್ರಾಯಪಟ್ಟರು. [601, 721, 862, 733]
photo-content [958, 468, 1230, 664]
makara-col-2 [304, 1222, 585, 1340]
paragraph: ಕಾರ್ಯಕ್ರಮದಲ್ಲಿ ಪ್ರಗತಿಪರ ರೈತರನ್ನು ಸನ್ಮಾನಿಸಲಾಯಿತು. ಸಾವಯವ ಉತ್ಪನ್ನಗಳ ಪ್ರದರ್ಶನ ಏರ್ಪಡಿಸಲಾಗಿತ್ತು. [1242, 737, 1514, 762]
plant-icon [274, 715, 326, 790]
person [1205, 165, 1267, 280]
photo-content [12, 610, 584, 830]
paragraph: ವಿಶ್ವವಿದ್ಯಾನಿಲಯದ ವಿಜ್ಞಾನಿಗಳು ರೈತರ ಹೊಲಗಳಿಗೆ ಭೇಟಿ ನೀಡಿ ಸಲಹೆ ನೀಡಬೇಕು ಎಂದು ಮನವಿ ಮಾಡಿದರು. [1242, 671, 1514, 696]
person [971, 582, 1001, 665]
paragraph: ಮಕರ ಸಂಕ್ರಾಂತಿ ಹಬ್ಬವು ಸುಗ್ಗಿಯ ಹಬ್ಬವಾಗಿದ್ದು, ರೈತರ ಬದುಕಿನಲ್ಲಿ ವಿಶೇಷ ಸ್ಥಾನ ಪಡೆದಿದೆ ಎಂದು ಅಧಿಕಾರಿಗಳು ತಿಳಿಸಿದರು. [11, 903, 293, 928]
paragraph: ಕೋಲಾರ : ಚಿಕ್ಕಬಳ್ಳಾಪುರ ಜಿಲ್ಲೆಯ ಪಾವಗಡ ತಾಲ್ಲೂಕಿನ ಮಕರ ಸಂಕ್ರಾಂತಿ ಪ್ರಯುಕ್ತ ಈ ತಿಂಗಳ 17 ರಂದು ಬೆಳಗ್ಗೆ 11.00 ಗಂಟೆಗೆ ಆಚರಿಸಲಾಗುವುದು. [601, 1228, 941, 1253]
person [1143, 165, 1205, 280]
footer-publication-name: SUVARNA PALAR Kannada Daily, [293, 1585, 451, 1597]
paragraph: ಬೆಳಗ್ಗೆಯಿಂದಲೇ ಶ್ರೀ ರಾಮ ಮಂದಿರ, ಸಮುದಾಯ ಭವನಗಳಲ್ಲಿ ವಿಶೇಷ ಪೂಜೆ ಕಾರ್ಯಕ್ರಮಗಳು ನಡೆದವು. ಭಕ್ತರು ಹೆಚ್ಚಿನ ಸಂಖ್ಯೆಯಲ್ಲಿ ಭಾಗವಹಿಸಿದ್ದರು. [11, 1289, 293, 1315]
paragraph: ಎಲ್ಲರಿಗೂ ಒಳ್ಳೆಯದಾಗಲಿ ಎಂಬ ಆಶಯ ನಮ್ಮದು. ಮಾಧ್ಯಮ ರಂಗದಲ್ಲಿ ಕೆಲಸ ಮಾಡುವವರಿಗೆ ಸರ್ಕಾರದಿಂದ ಎಲ್ಲಾ ರೀತಿಯ ಸಹಕಾರ ನೀಡಲಾಗುವುದು ಎಂದು ಭರವಸೆ ನೀಡಿದರು. [400, 173, 584, 226]
story-makara-sankranti [11, 982, 584, 1340]
masthead-right-block [1147, 12, 1516, 42]
person [1133, 582, 1163, 665]
event-banner: ITC MISSION SUNEHRA KAL — ಸಾವಯವ ಕೃಷಿ ಕ್ಷೇತ್ರೋತ್ಸವ ಕಾರ್ಯಕ್ರಮ [969, 484, 1219, 515]
lead-story [11, 53, 584, 566]
bvm-body [11, 1516, 443, 1571]
paragraph: ಮಾಲೂರು : ರೋಗಮುಕ್ತ ಬೆಳೆ ಚೆನ್ನಾಗಿದ್ದರೆ ಮಾತ್ರ ಆರೋಗ್ಯವಂತ ಸಮಾಜ ನಿರ್ಮಾಣ ಸಾಧ್ಯ ಎಂದು ಶ್ರೀಕಾಂತ್ ಹೇಳಿದರು. [958, 671, 1231, 696]
page-number-badge [1456, 12, 1511, 42]
paragraph: ಪ್ರಶ್ನೆ ಮಾಡಲ್ಲಕ್ಕೆ ಸ್ವಾತಂತ್ರ್ಯ ಇದೆ. ಆದರೆ ಅದನ್ನು ದುರುಪಯೋಗ ಪಡಿಸಿಕೊಳ್ಳಬಾರದು. ಪ್ರಜಾಪ್ರಭುತ್ವದ ನಾಲ್ಕನೇ ಅಂಗ ಮಾಧ್ಯಮ ಎಂಬುದು ಸತ್ಯ. ಮಾಧ್ಯಮ ಜನರಿಗೆ ಸತ್ಯ ತಿಳಿಸುವ ಕೆಲಸ ಮಾಡಬೇಕು ಎಂದು ಸಿಎಂ ಹೇಳಿದರು. [11, 505, 195, 558]
paragraph: ನಗರದ ರೋಟರಿ ಭವನದಲ್ಲಿ ರೋಟರಿ ಸಂಸ್ಥೆ ಹಾಗೂ ಅಪೇರೆ ವೋಯೇಜ್ ಕಂಪನಿ ಜಂಟಿಯಾಗಿ ಆಯೋಜಿಸಿದ್ದ ಕಾರ್ಯಕ್ರಮವನ್ನು ಉದ್ಘಾಟಿಸಿ ಅವರು ಮಾತನಾಡಿದರು. [601, 192, 941, 217]
paragraph: ಅವರಿಗೆ ಕಾಲೇಜಿನ ಪ್ರಾಂಶುಪಾಲರು, ಉಪನ್ಯಾಸಕರು ಹಾಗೂ ವಿದ್ಯಾರ್ಥಿಗಳು ಶುಭ ಹಾರೈಸಿದ್ದಾರೆ. [1242, 1219, 1514, 1245]
person [1187, 582, 1217, 665]
photo-people [958, 1020, 1514, 1180]
footer-line-2: Published At BEHIND KSRTC DEPO, PRASHANTH NAGAR, CHICKBALLAPUR-562101. Editor : GOVARDHAN.M. Mob:9964411434. All Disputed Subject to Judicial CHICKBALLAPUR Only. [345, 1600, 1182, 1612]
cattle-headline-line2: ಬಂದು ವಾಸಕ್ಕಾಗಿ ಜನತೆ : ಕಣ್ತುಂಬಾಗುತ್ತಿರುವ [676, 381, 866, 397]
photo-content [1242, 468, 1514, 664]
paragraph: ಕ್ರೀಡಾ ಕ್ಷೇತ್ರದಲ್ಲಿ ಸುದೀರ್ಘ ಅನುಭವ ಹೊಂದಿರುವ ಅವರು ಹಲವಾರು ರಾಷ್ಟ್ರಮಟ್ಟದ ಕ್ರೀಡಾಕೂಟಗಳಲ್ಲಿ ತೀರ್ಪುಗಾರರಾಗಿ ಕಾರ್ಯನಿರ್ವಹಿಸಿದ್ದಾರೆ. [11, 1443, 442, 1455]
voyage-headline-line2: ವೋಯೇಜ್ ಕಂಪನಿ ಕಾರ್ಯ ಶ್ಲಾಘನೀಯ : ಶಾಸಕ ಜಿ.ಡಿ.ಹರೀಶ್ ಗೌಡ [620, 105, 922, 151]
lead-headline-line1: ಎಲ್ಲಾ ಆರೋಗ್ಯಕರ ಈಡೇರಿಸುವುದನ್ನು ಸ್ವಾಗತಿಸುತ್ತೇನೆ [122, 55, 473, 78]
story-cattle-festival [601, 363, 941, 917]
paragraph: ಮಹಿಳೆಯರು ಹಾಗೂ ಮಕ್ಕಳು ಹೊಸ ಬಟ್ಟೆ ಧರಿಸಿ ಪರಸ್ಪರ ಎಳ್ಳು ಬೆಲ್ಲ ಹಂಚಿಕೊಂಡು ಶುಭಾಶಯ ವಿನಿಮಯ ಮಾಡಿಕೊಂಡರು. [11, 1256, 293, 1282]
lead-headline-line3: ಈಟಿಸಿದರೆ ಡೋಂಟ್ ಕೇರ್ : ಸಿ.ಎಂ ಖಡಕ್ ಮಾತು [129, 109, 467, 133]
footer-imprint: Published And Owned By GOVARDHAN.M. Printed By AMBARISH.J. Printed At ARN ENTERPRISES AND PRINTERS, Shed No.DI-3, Industrial Area, Clock Tower, Kolar-563101. [453, 1585, 1234, 1597]
paragraph: ಕೋಲಾರ ಜಿಲ್ಲೆಯಲ್ಲಿ ಈ ತಿಂಗಳ 18 ರಂದು ಮೂರನೇ ಶನಿವಾರದಂದು ಮಧ್ಯಾಹ್ನ 3.00 ರಿಂದ 5.30 ಗಂಟೆಯವರೆಗೆ ವಿದ್ಯುತ್ ಗ್ರಾಹಕರ ಸಂವಾದ ಸಭೆ ಆಯೋಜಿಸಲಾಗಿದೆ ಎಂದು ಅಧಿಕಾರಿಗಳು ತಿಳಿಸಿದ್ದಾರೆ. [11, 1517, 222, 1570]
person [1094, 1040, 1155, 1180]
photo-people [958, 570, 1230, 664]
speaker-head [1362, 496, 1399, 531]
makara-story-body [11, 1222, 584, 1340]
person [958, 165, 1020, 280]
paragraph: ಅವರ ಆಯ್ಕೆಗೆ ಜಿಲ್ಲೆಯ ಕ್ರೀಡಾಪಟುಗಳು, ಸಂಘ ಸಂಸ್ಥೆಗಳ ಪದಾಧಿಕಾರಿಗಳು ಹಾಗೂ ಅಭಿಮಾನಿಗಳು ಹರ್ಷ ವ್ಯಕ್ತಪಡಿಸಿ ಅಭಿನಂದನೆ ಸಲ್ಲಿಸಿದ್ದಾರೆ. [11, 1463, 438, 1475]
wrestling-team-photo [958, 938, 1514, 1181]
lead-story-body [11, 140, 584, 566]
